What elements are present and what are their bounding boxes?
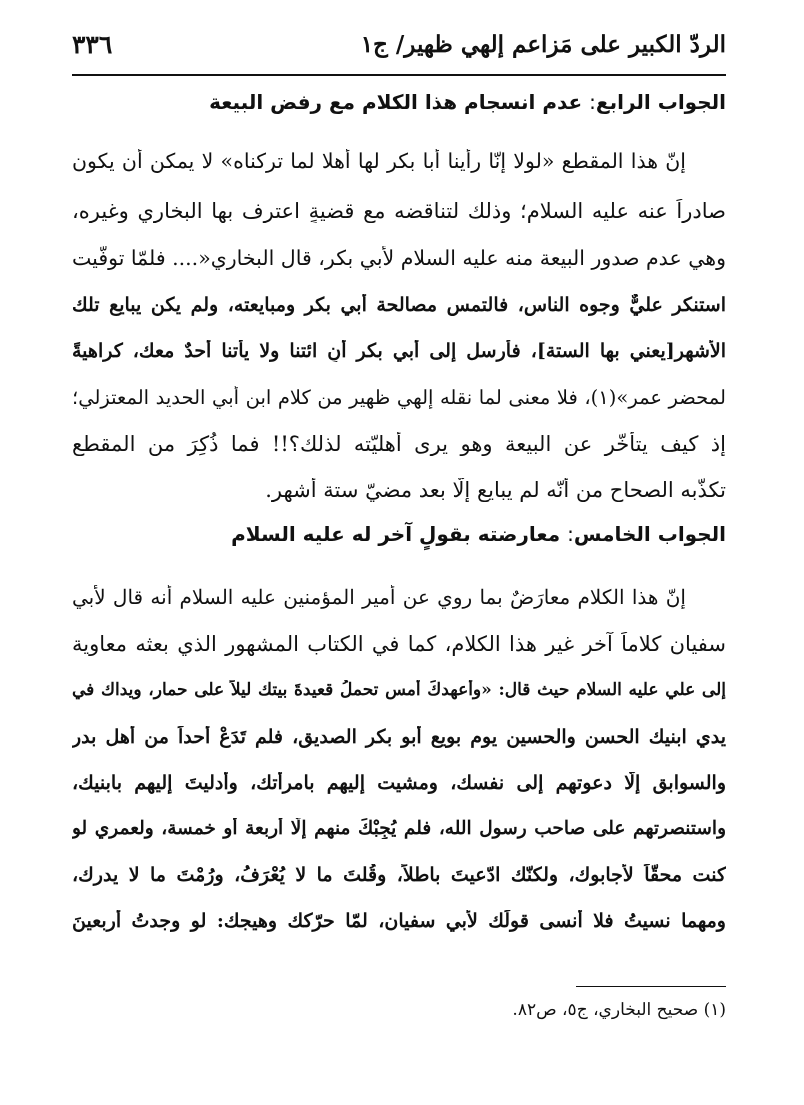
section-4-line: وهي عدم صدور البيعة منه عليه السلام لأبي بكر، قال البخاري«.... فلمّا توفّيت [72,246,726,270]
section-4-title: عدم انسجام هذا الكلام مع رفض البيعة [209,90,583,114]
section-5-line: كنت محقّاً لأجابوك، ولكنّك ادّعيتَ باطلاً، وقُلتَ ما لا يُعْرَفُ، ورُمْتَ ما لا يدرك، [72,864,726,886]
running-head [72,18,726,70]
section-5-colon: : [567,522,574,546]
section-5-heading [72,522,726,546]
section-5-line: سفيان كلاماً آخر غير هذا الكلام، كما في الكتاب المشهور الذي بعثه معاوية [72,632,726,656]
section-4-line: إذ كيف يتأخّر عن البيعة وهو يرى أهليّته لذلك؟!! فما ذُكِرَ من المقطع [72,432,726,456]
section-5-line: واستنصرتهم على صاحب رسول الله، فلم يُجِبْكَ منهم إلّا أربعة أو خمسة، ولعمري لو [72,818,726,839]
footnote-rule [576,986,726,987]
section-5-label: الجواب الخامس [573,522,726,546]
section-4-line: إنّ هذا المقطع «لولا إنّا رأينا أبا بكر لها أهلا لما تركناه» لا يمكن أن يكون [72,149,686,173]
section-5-line: إنّ هذا الكلام معارَضٌ بما روي عن أمير المؤمنين عليه السلام أنه قال لأبي [72,585,686,609]
section-5-line: ومهما نسيتُ فلا أنسى قولَك لأبي سفيان، لمّا حرّكك وهيجك: لو وجدتُ أربعينَ [72,910,726,932]
section-5-title: معارضته بقولٍ آخر له عليه السلام [231,522,561,546]
section-4-line: استنكر عليٌّ وجوه الناس، فالتمس مصالحة أبي بكر ومبايعته، ولم يكن يبايع تلك [72,294,726,316]
section-4-line: صادراً عنه عليه السلام؛ وذلك لتناقضه مع قضيةٍ اعترف بها البخاري وغيره، [72,199,726,223]
section-5-line: يدي ابنيك الحسن والحسين يوم بويع أبو بكر الصديق، فلم تَدَعْ أحداً من أهل بدر [72,726,726,748]
section-5-line: والسوابق إلّا دعوتهم إلى نفسك، ومشيت إليهم بامرأتك، وأدليتَ إليهم بابنيك، [72,772,726,794]
section-4-colon: : [589,90,596,114]
header-rule [72,74,726,76]
running-title: الردّ الكبير على مَزاعم إلهي ظهير/ ج١ [360,30,726,58]
page-number: ٣٣٦ [72,29,113,59]
section-4-line: الأشهر[يعني بها الستة]، فأرسل إلى أبي بكر أنِ ائتنا ولا يأتنا أحدٌ معك، كراهيةً [72,340,726,362]
section-5-line: إلى علي عليه السلام حيث قال: «وأعهدكَ أمس تحملُ قعيدةَ بيتك ليلاً على حمار، ويداك في [72,680,726,700]
footnote: (١) صحيح البخاري، ج٥، ص٨٢. [512,1000,726,1020]
section-4-line: تكذّبه الصحاح من أنّه لم يبايع إلّا بعد مضيّ ستة أشهر. [265,478,726,502]
section-4-label: الجواب الرابع [595,90,726,114]
section-4-line: لمحضرِ عمر»(١)، فلا معنى لما نقله إلهي ظهير من كلام ابن أبي الحديد المعتزلي؛ [72,386,726,409]
section-4-heading [72,90,726,114]
